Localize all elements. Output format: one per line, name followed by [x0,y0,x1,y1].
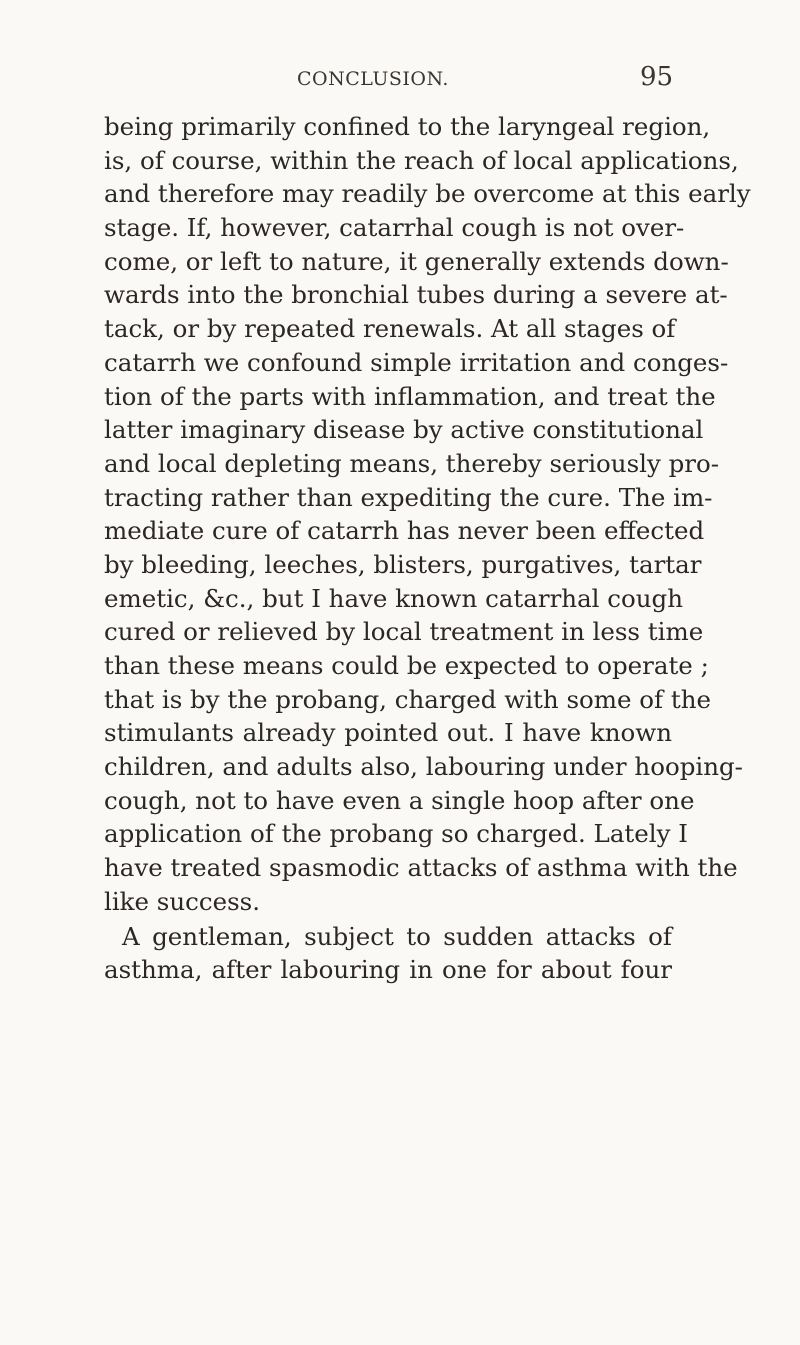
text-line: catarrh we confound simple irritation and conges- [104,347,729,377]
running-head [0,62,800,96]
text-line: by bleeding, leeches, blisters, purgatives, tartar [104,549,702,579]
text-line: and therefore may readily be overcome at this early [104,179,751,209]
text-line: is, of course, within the reach of local applications, [104,145,739,175]
text-line: asthma, after labouring in one for about four [104,955,672,985]
text-line: being primarily confined to the laryngeal region, [104,112,711,141]
paragraph-1 [104,110,751,919]
text-line: tion of the parts with inflammation, and treat the [104,381,716,411]
text-line: cured or relieved by local treatment in less time [104,617,704,647]
text-line: tracting rather than expediting the cure. The im- [104,482,713,512]
text-line: and local depleting means, thereby seriously pro- [104,448,720,478]
text-line: than these means could be expected to operate ; [104,651,709,680]
text-line: children, and adults also, labouring under hooping- [104,752,743,782]
text-line: tack, or by repeated renewals. At all stages of [104,314,676,344]
text-line: stage. If, however, catarrhal cough is not over- [104,213,685,243]
text-line: stimulants already pointed out. I have known [104,718,672,748]
body-text [104,110,751,987]
text-line: mediate cure of catarrh has never been effected [104,516,705,546]
text-line: application of the probang so charged. Lately I [104,819,688,849]
running-head-title: CONCLUSION. [297,68,449,90]
text-line: have treated spasmodic attacks of asthma with the [104,853,738,883]
paragraph-2 [104,920,672,987]
page-number: 95 [640,62,674,92]
text-line: that is by the probang, charged with some of the [104,684,712,714]
text-line: like success. [104,886,261,916]
text-line: cough, not to have even a single hoop after one [104,785,695,815]
text-line: emetic, &c., but I have known catarrhal cough [104,583,684,613]
text-line: wards into the bronchial tubes during a severe at- [104,280,728,310]
text-line: A gentleman, subject to sudden attacks of [122,921,672,951]
text-line: come, or left to nature, it generally extends down- [104,246,729,276]
text-line: latter imaginary disease by active constitutional [104,415,704,445]
